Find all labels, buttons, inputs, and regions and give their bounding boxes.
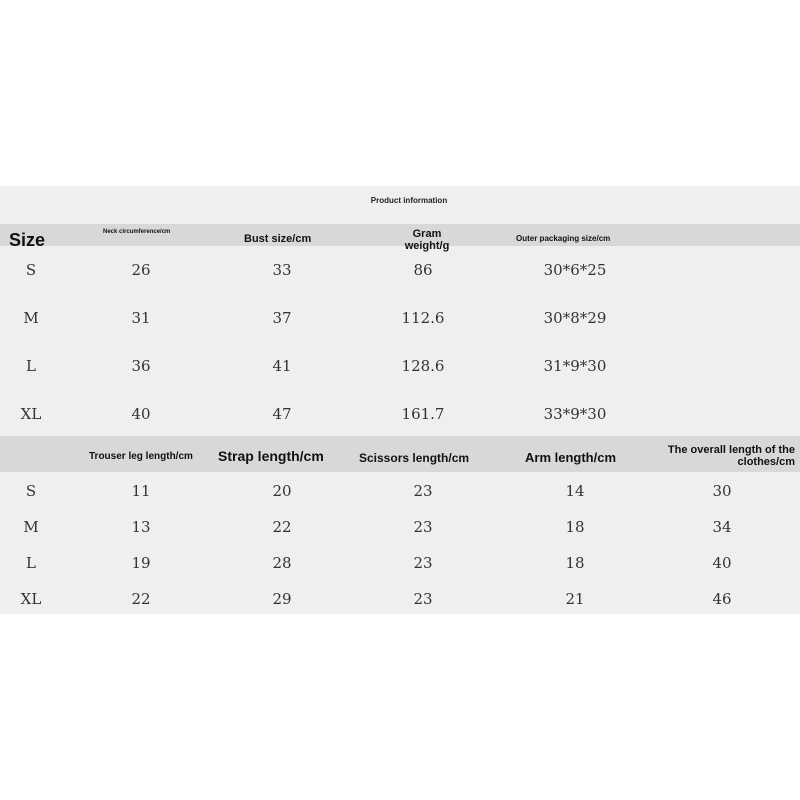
- bust-cell: 41: [272, 357, 292, 375]
- trouser-cell: 22: [131, 590, 151, 608]
- header-gram-weight: Gram weight/g: [404, 228, 450, 252]
- arm-cell: 18: [565, 554, 585, 572]
- outer-cell: 30*6*25: [543, 261, 607, 279]
- header-outer-packaging-size: Outer packaging size/cm: [516, 234, 611, 243]
- size-chart-sheet: [0, 186, 800, 614]
- strap-cell: 22: [272, 518, 292, 536]
- arm-cell: 14: [565, 482, 585, 500]
- gram-cell: 128.6: [401, 357, 445, 375]
- scissors-cell: 23: [413, 554, 433, 572]
- strap-cell: 20: [272, 482, 292, 500]
- header-scissors-length: Scissors length/cm: [359, 451, 470, 465]
- header-arm-length: Arm length/cm: [525, 450, 617, 465]
- neck-cell: 26: [131, 261, 151, 279]
- scissors-cell: 23: [413, 482, 433, 500]
- arm-cell: 18: [565, 518, 585, 536]
- trouser-cell: 11: [131, 482, 151, 500]
- size-cell: M: [23, 518, 39, 536]
- size-cell: L: [26, 554, 36, 572]
- outer-cell: 31*9*30: [543, 357, 607, 375]
- overall-cell: 46: [712, 590, 732, 608]
- size-cell: M: [23, 309, 39, 327]
- outer-cell: 30*8*29: [543, 309, 607, 327]
- trouser-cell: 13: [131, 518, 151, 536]
- strap-cell: 29: [272, 590, 292, 608]
- size-cell: S: [25, 482, 37, 500]
- size-cell: S: [25, 261, 37, 279]
- scissors-cell: 23: [413, 590, 433, 608]
- size-cell: XL: [20, 590, 42, 608]
- bust-cell: 33: [272, 261, 292, 279]
- header-size: Size: [9, 230, 46, 250]
- bust-cell: 37: [272, 309, 292, 327]
- arm-cell: 21: [565, 590, 585, 608]
- gram-cell: 112.6: [401, 309, 445, 327]
- page-title: Product information: [370, 196, 448, 205]
- scissors-cell: 23: [413, 518, 433, 536]
- header-bust-size: Bust size/cm: [244, 233, 312, 245]
- neck-cell: 40: [131, 405, 151, 423]
- overall-cell: 30: [712, 482, 732, 500]
- neck-cell: 36: [131, 357, 151, 375]
- overall-cell: 40: [712, 554, 732, 572]
- neck-cell: 31: [131, 309, 151, 327]
- size-cell: XL: [20, 405, 42, 423]
- trouser-cell: 19: [131, 554, 151, 572]
- header-strap-length: Strap length/cm: [218, 448, 324, 464]
- gram-cell: 86: [413, 261, 433, 279]
- gram-cell: 161.7: [401, 405, 445, 423]
- overall-cell: 34: [712, 518, 732, 536]
- outer-cell: 33*9*30: [543, 405, 607, 423]
- header-trouser-leg-length: Trouser leg length/cm: [89, 451, 193, 462]
- header-overall-length: The overall length of the clothes/cm: [667, 444, 795, 468]
- header-neck-circumference: Neck circumference/cm: [103, 229, 171, 235]
- size-cell: L: [26, 357, 36, 375]
- bust-cell: 47: [272, 405, 292, 423]
- strap-cell: 28: [272, 554, 292, 572]
